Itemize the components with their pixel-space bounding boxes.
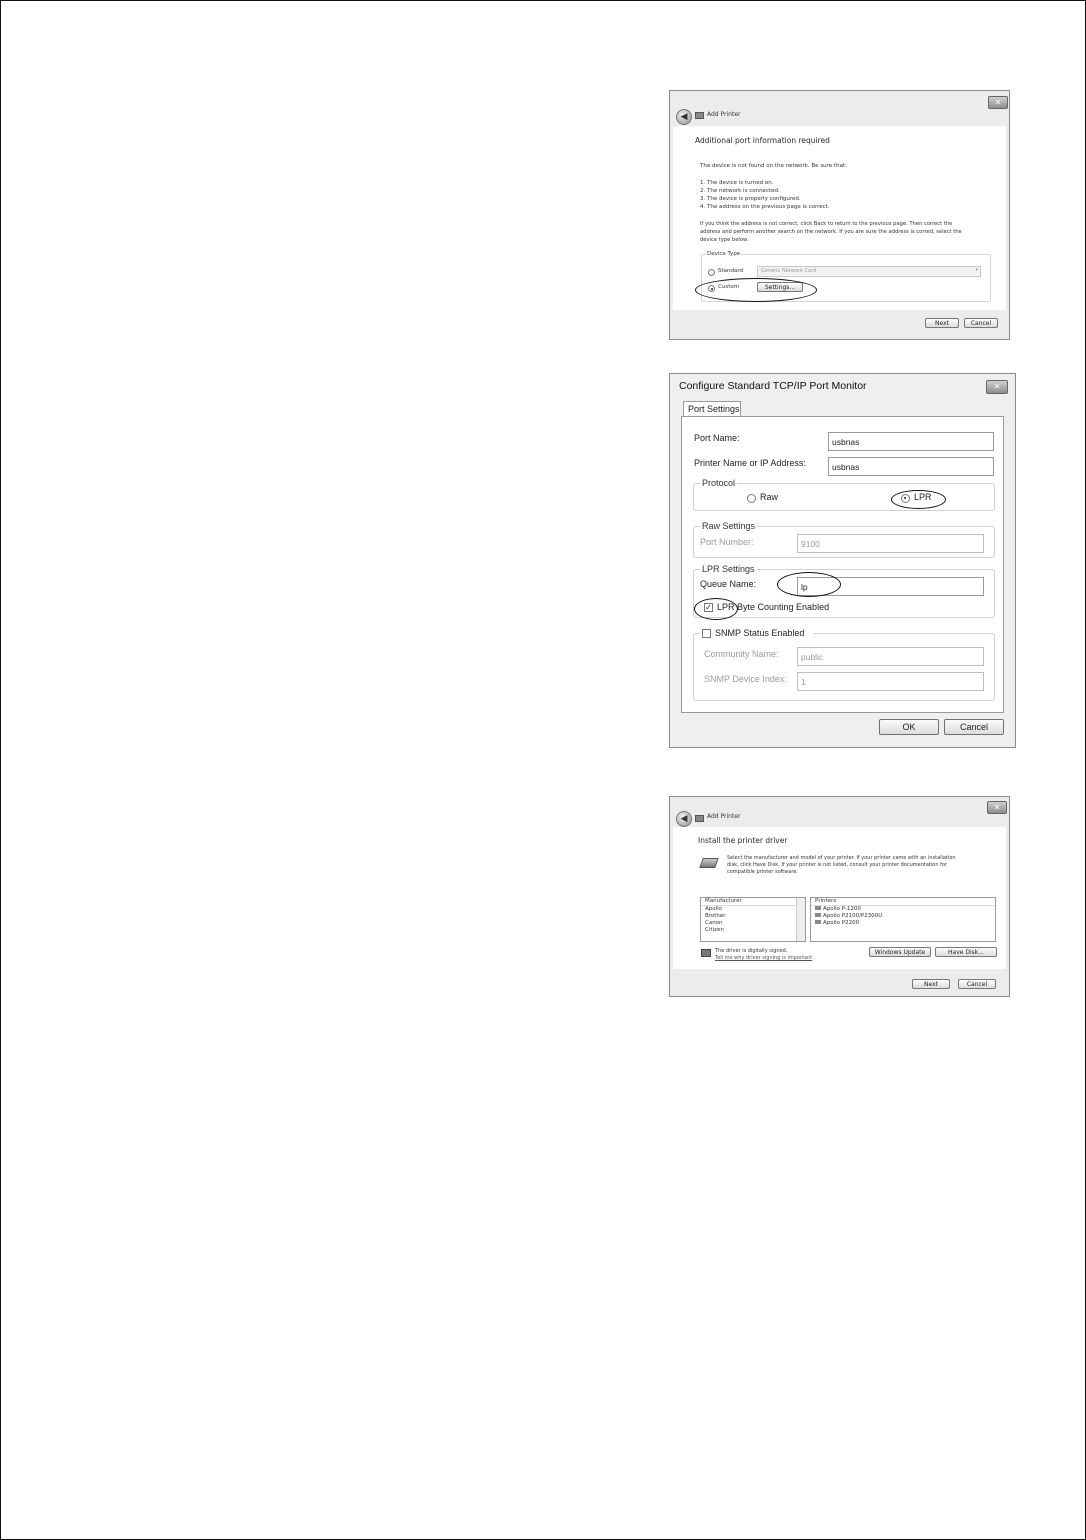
community-name-label: Community Name: [704,649,779,659]
window-title: Add Printer [707,813,741,820]
list-header: Manufacturer [701,898,805,906]
standard-label: Standard [718,268,744,274]
tab-port-settings[interactable] [683,401,741,417]
advice-text: If you think the address is not correct, click Back to return to the previous page. Then correct the [700,221,953,227]
printer-item-icon [815,920,821,924]
add-printer-port-dialog [669,90,1010,340]
chevron-down-icon: ▾ [975,267,978,273]
printer-disk-icon [699,858,719,868]
highlight-circle [694,598,738,620]
content-pane [673,827,1006,969]
description-text: Select the manufacturer and model of your printer. If your printer came with an installation [727,855,956,861]
highlight-circle [695,278,817,302]
lpr-settings-group [693,564,995,618]
description-text: disk, click Have Disk. If your printer is not listed, consult your printer documentation for [727,862,947,868]
page-heading: Install the printer driver [698,836,788,845]
snmp-device-index-input[interactable]: 1 [797,672,984,691]
advice-text: device type below. [700,237,749,243]
driver-signing-link[interactable]: Tell me why driver signing is important [715,955,813,961]
queue-name-label: Queue Name: [700,579,757,589]
byte-counting-checkbox[interactable]: ✓ [705,603,712,612]
close-icon[interactable]: ✕ [988,96,1008,109]
list-item[interactable]: Canon [705,920,723,926]
printer-item-icon [815,913,821,917]
list-item[interactable] [811,906,995,913]
lpr-settings-title: LPR Settings [702,564,755,574]
settings-button[interactable]: Settings... [757,282,803,292]
snmp-title-row [700,628,814,640]
standard-dropdown[interactable] [757,266,981,277]
raw-radio[interactable] [747,494,756,503]
check-item: 4. The address on the previous page is correct. [700,204,830,210]
close-icon[interactable]: ✕ [987,801,1007,814]
raw-settings-title: Raw Settings [702,521,756,531]
list-item-label: Apollo P-1200 [823,906,861,912]
list-item-label: Apollo P2100/P2300U [823,913,883,919]
port-name-label: Port Name: [694,433,740,443]
window-title: Add Printer [707,111,741,118]
dropdown-value: Generic Network Card [761,268,817,274]
list-item-label: Apollo P2200 [823,920,860,926]
signed-driver-icon [701,949,711,957]
protocol-group [693,478,995,511]
raw-settings-group [693,521,995,558]
check-item: 3. The device is properly configured. [700,196,801,202]
highlight-circle [777,572,841,597]
ok-button[interactable]: OK [879,719,939,735]
port-name-input[interactable]: usbnas [828,432,994,451]
list-item[interactable] [811,913,995,920]
port-number-label: Port Number: [700,537,754,547]
printer-icon [695,112,704,119]
back-arrow-icon[interactable]: ◀ [676,109,692,125]
scrollbar[interactable] [796,898,805,941]
list-item[interactable]: Brother [705,913,726,919]
install-driver-dialog [669,796,1010,997]
windows-update-button[interactable]: Windows Update [869,947,931,957]
cancel-button[interactable]: Cancel [944,719,1004,735]
printers-list[interactable] [810,897,996,942]
next-button[interactable]: Next [925,318,959,328]
tab-panel [681,416,1004,713]
list-header: Printers [811,898,995,906]
protocol-title: Protocol [702,478,736,488]
snmp-group [693,628,995,701]
advice-text: address and perform another search on the network. If you are sure the address is corred, select the [700,229,962,235]
list-item[interactable] [811,920,995,927]
check-item: 1. The device is turned on. [700,180,774,186]
have-disk-button[interactable]: Have Disk... [935,947,997,957]
community-name-input[interactable]: public [797,647,984,666]
back-arrow-icon[interactable]: ◀ [676,811,692,827]
tab-label: Port Settings [688,404,740,414]
standard-radio[interactable] [708,269,715,276]
manufacturer-list[interactable] [700,897,806,942]
snmp-device-index-label: SNMP Device Index: [704,674,787,684]
list-item[interactable]: Citizen [705,927,724,933]
lpr-label: LPR [914,492,932,502]
signed-text: The driver is digitally signed. [715,948,788,954]
intro-text: The device is not found on the network. Be sure that: [700,163,847,169]
close-icon[interactable]: ✕ [986,380,1008,394]
cancel-button[interactable]: Cancel [958,979,996,989]
printer-icon [695,815,704,822]
group-title: Device Type [707,251,741,257]
snmp-label: SNMP Status Enabled [715,628,805,638]
window-title: Configure Standard TCP/IP Port Monitor [679,380,867,392]
page-heading: Additional port information required [695,136,830,145]
cancel-button[interactable]: Cancel [964,318,998,328]
queue-name-input[interactable]: lp [797,577,984,596]
list-item[interactable]: Apollo [705,906,723,912]
configure-port-dialog [669,373,1016,748]
custom-label: Custom [718,284,740,290]
port-number-input[interactable]: 9100 [797,534,984,553]
printer-name-label: Printer Name or IP Address: [694,458,806,468]
description-text: compatible printer software. [727,869,799,875]
printer-item-icon [815,906,821,910]
highlight-circle [891,490,946,509]
printer-name-input[interactable]: usbnas [828,457,994,476]
byte-counting-label: LPR Byte Counting Enabled [717,602,830,612]
raw-label: Raw [760,492,779,502]
check-item: 2. The network is connected. [700,188,780,194]
snmp-checkbox[interactable] [702,629,711,638]
next-button[interactable]: Next [912,979,950,989]
